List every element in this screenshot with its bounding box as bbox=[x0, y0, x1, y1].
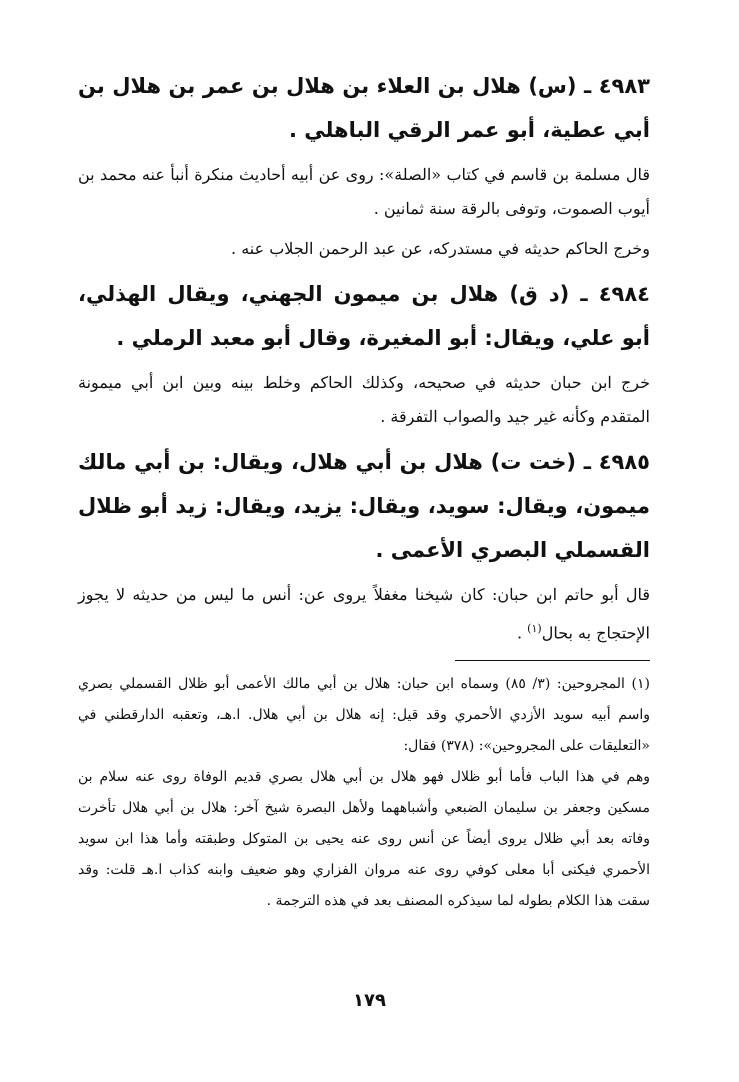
entry-paragraph: وخرج الحاكم حديثه في مستدركه، عن عبد الرحمن الجلاب عنه . bbox=[231, 239, 650, 258]
footnote-divider bbox=[455, 660, 650, 661]
footnote-text: وهم في هذا الباب فأما أبو ظلال فهو هلال بن أبي هلال بصري قديم الوفاة روى عنه سلام بن مسكين وجعفر بن سليمان الضبعي وأشباههما ولأهل البصرة شيخ آخر: هلال بن أبي هلال تأخرت وفاته بعد أبي ظلال يروى أيضاً عن أنس روى عنه يحيى بن المتوكل وطبقته وأما هذا ابن سويد الأحمري فيكنى أبا معلى كوفي روى عنه مروان الفزاري وهو ضعيف وابنه كذاب ا.هـ قلت: وقد سقت هذا الكلام بطوله لما سيذكره المصنف بعد في هذه الترجمة . bbox=[78, 769, 650, 910]
entry-heading-4983: ٤٩٨٣ ـ (س) هلال بن العلاء بن هلال بن عمر بن هلال بن أبي عطية، أبو عمر الرقي الباهلي . bbox=[78, 74, 650, 142]
entry-paragraph: خرج ابن حبان حديثه في صحيحه، وكذلك الحاكم وخلط بينه وبين ابن أبي ميمونة المتقدم وكأنه غير جيد والصواب التفرقة . bbox=[78, 373, 650, 426]
page-body bbox=[78, 64, 650, 917]
page-number: ١٧٩ bbox=[353, 990, 386, 1011]
entry-paragraph: قال مسلمة بن قاسم في كتاب «الصلة»: روى عن أبيه أحاديث منكرة أنبأ عنه محمد بن أيوب الصموت، وتوفى بالرقة سنة ثمانين . bbox=[78, 165, 650, 218]
entry-heading-4984: ٤٩٨٤ ـ (د ق) هلال بن ميمون الجهني، ويقال الهذلي، أبو علي، ويقال: أبو المغيرة، وقال أبو معبد الرملي . bbox=[78, 282, 650, 350]
entry-paragraph-with-footnote bbox=[78, 578, 650, 650]
entry-heading-4985: ٤٩٨٥ ـ (خت ت) هلال بن أبي هلال، ويقال: بن أبي مالك ميمون، ويقال: سويد، ويقال: يزيد، ويقال: زيد أبو ظلال القسملي البصري الأعمى . bbox=[78, 450, 650, 562]
entry-paragraph-tail: . bbox=[517, 623, 528, 643]
entry-paragraph-text: قال أبو حاتم ابن حبان: كان شيخنا مغفلاً يروى عن: أنس ما ليس من حديثه لا يجوز الإحتجاج به بحال bbox=[78, 585, 650, 643]
footnote-text: (١) المجروحين: (٣/ ٨٥) وسماه ابن حبان: هلال بن أبي مالك الأعمى أبو ظلال القسملي بصري واسم أبيه سويد الأزدي الأحمري وقد قيل: إنه هلال بن أبي هلال. ا.هـ، وتعقبه الدارقطني في «التعليقات على المجروحين»: (٣٧٨) فقال: bbox=[78, 676, 650, 755]
footnote-reference[interactable]: (١) bbox=[527, 622, 542, 635]
